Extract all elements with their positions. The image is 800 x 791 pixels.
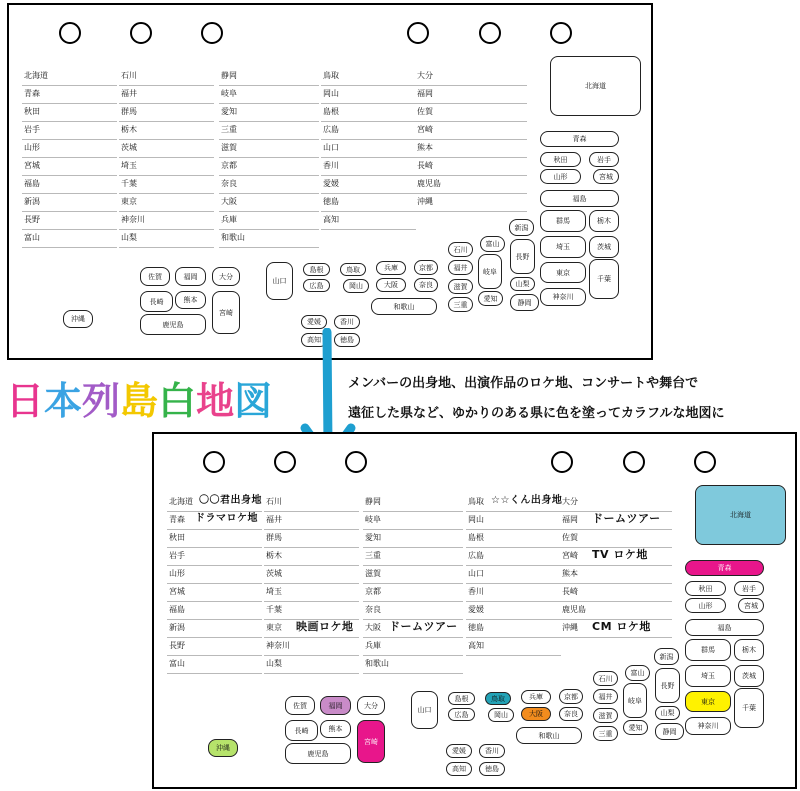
binder-hole [407, 22, 429, 44]
list-row: 愛知 [219, 103, 319, 122]
map-akita: 秋田 [540, 152, 581, 167]
list-row: 石川 [119, 67, 214, 86]
binder-hole [694, 451, 716, 473]
map-saitama: 埼玉 [685, 665, 731, 687]
note-osaka: ドームツアー [389, 620, 458, 633]
map-ibaraki: 茨城 [589, 236, 619, 258]
description-line-2: 遠征した県など、ゆかりのある県に色を塗ってカラフルな地図に [348, 406, 725, 421]
map-wakayama: 和歌山 [516, 727, 582, 744]
title-char: 列 [82, 379, 121, 423]
binder-hole [203, 451, 225, 473]
map-aichi: 愛知 [623, 720, 648, 735]
map-kagawa: 香川 [334, 315, 360, 329]
map-kanagawa: 神奈川 [540, 288, 586, 306]
list-row: 静岡 [219, 67, 319, 86]
list-row: 群馬 [264, 529, 359, 548]
list-row: 高知 [321, 211, 416, 230]
map-toyama: 富山 [480, 236, 505, 252]
map-niigata: 新潟 [509, 219, 534, 236]
map-ehime: 愛媛 [446, 744, 472, 758]
map-yamaguchi: 山口 [411, 691, 438, 729]
list-row: 大分 [415, 67, 527, 86]
list-row: 広島 [466, 547, 561, 566]
list-row: 和歌山 [363, 655, 463, 674]
note-miyazaki: TV ロケ地 [592, 548, 648, 561]
list-row: 岐阜 [219, 85, 319, 104]
map-nagasaki: 長崎 [285, 720, 318, 741]
map-iwate: 岩手 [734, 581, 764, 596]
list-row: 徳島 [466, 619, 561, 638]
map-shiga: 滋賀 [593, 708, 618, 723]
list-row: 東京 映画ロケ地 [264, 619, 359, 638]
list-row: 千葉 [119, 175, 214, 194]
list-row: 茨城 [264, 565, 359, 584]
list-row: 長野 [167, 637, 262, 656]
map-ibaraki: 茨城 [734, 665, 764, 687]
list-row: 宮城 [167, 583, 262, 602]
map-shimane: 島根 [303, 263, 330, 276]
list-row: 岐阜 [363, 511, 463, 530]
list-row: 鳥取 ☆☆くん出身地 [466, 493, 561, 512]
list-row: 京都 [363, 583, 463, 602]
title-char: 本 [44, 379, 83, 423]
map-chiba: 千葉 [734, 688, 764, 728]
list-row: 愛媛 [321, 175, 416, 194]
list-row: 山梨 [264, 655, 359, 674]
list-row: 熊本 [415, 139, 527, 158]
map-hokkaido: 北海道 [695, 485, 786, 545]
title-char: 日 [6, 379, 45, 423]
list-row: 秋田 [22, 103, 117, 122]
map-nagano: 長野 [510, 239, 535, 274]
map-ehime: 愛媛 [301, 315, 327, 329]
list-row: 神奈川 [264, 637, 359, 656]
list-row: 新潟 [167, 619, 262, 638]
map-kagoshima: 鹿児島 [285, 743, 351, 764]
map-hiroshima: 広島 [303, 279, 330, 292]
map-gunma: 群馬 [685, 639, 731, 661]
map-hokkaido: 北海道 [550, 56, 641, 116]
map-akita: 秋田 [685, 581, 726, 596]
map-oita: 大分 [357, 696, 385, 715]
list-row: 埼玉 [119, 157, 214, 176]
map-chiba: 千葉 [589, 259, 619, 299]
list-row: 山形 [167, 565, 262, 584]
list-row: 山形 [22, 139, 117, 158]
list-row: 佐賀 [415, 103, 527, 122]
note-hokkaido: 〇〇君出身地 [199, 495, 262, 506]
blank-map-panel [7, 3, 653, 360]
list-row: 沖縄 [415, 193, 527, 212]
binder-hole [345, 451, 367, 473]
map-fukuoka: 福岡 [320, 696, 351, 715]
filled-map-panel [152, 432, 797, 789]
map-toyama: 富山 [625, 665, 650, 681]
list-row: 埼玉 [264, 583, 359, 602]
map-kochi: 高知 [301, 333, 327, 347]
list-row: 石川 [264, 493, 359, 512]
map-saga: 佐賀 [285, 696, 315, 715]
list-row: 茨城 [119, 139, 214, 158]
map-okinawa: 沖縄 [208, 739, 238, 757]
list-row: 青森 ドラマロケ地 [167, 511, 262, 530]
map-tokyo: 東京 [685, 691, 731, 712]
note-okinawa: CM ロケ地 [592, 620, 651, 633]
list-row: 岡山 [321, 85, 416, 104]
list-row: 神奈川 [119, 211, 214, 230]
list-row: 熊本 [560, 565, 672, 584]
map-yamaguchi: 山口 [266, 262, 293, 300]
binder-hole [274, 451, 296, 473]
list-row: 鹿児島 [560, 601, 672, 620]
map-tokushima: 徳島 [334, 333, 360, 347]
list-row: 富山 [167, 655, 262, 674]
list-row: 北海道 〇〇君出身地 [167, 493, 262, 512]
map-kyoto: 京都 [414, 260, 438, 275]
map-hyogo: 兵庫 [521, 690, 551, 704]
map-tottori: 鳥取 [340, 263, 366, 276]
map-kumamoto: 熊本 [175, 291, 206, 309]
list-row: 鳥取 [321, 67, 416, 86]
list-row: 滋賀 [219, 139, 319, 158]
list-row: 東京 [119, 193, 214, 212]
map-kagawa: 香川 [479, 744, 505, 758]
map-yamagata: 山形 [540, 169, 581, 184]
list-row: 岡山 [466, 511, 561, 530]
map-fukui: 福井 [593, 689, 618, 704]
map-aomori: 青森 [540, 131, 619, 147]
list-row: 島根 [466, 529, 561, 548]
binder-hole [551, 451, 573, 473]
list-row: 北海道 [22, 67, 117, 86]
list-row: 福島 [167, 601, 262, 620]
list-row: 福岡 ドームツアー [560, 511, 672, 530]
title-char: 図 [234, 379, 273, 423]
page-title [6, 370, 272, 425]
map-tokushima: 徳島 [479, 762, 505, 776]
map-nagano: 長野 [655, 668, 680, 703]
list-row: 三重 [219, 121, 319, 140]
list-row: 宮城 [22, 157, 117, 176]
list-row: 長野 [22, 211, 117, 230]
list-row: 富山 [22, 229, 117, 248]
map-niigata: 新潟 [654, 648, 679, 665]
map-aichi: 愛知 [478, 291, 503, 306]
list-row: 大阪 [219, 193, 319, 212]
map-oita: 大分 [212, 267, 240, 286]
list-row: 長崎 [415, 157, 527, 176]
map-shizuoka: 静岡 [655, 723, 684, 740]
map-shizuoka: 静岡 [510, 294, 539, 311]
list-row: 徳島 [321, 193, 416, 212]
binder-hole [201, 22, 223, 44]
list-row: 福井 [119, 85, 214, 104]
title-char: 白 [158, 379, 197, 423]
title-char: 島 [120, 379, 159, 423]
binder-hole [59, 22, 81, 44]
list-row: 宮崎 [415, 121, 527, 140]
title-char: 地 [196, 379, 235, 423]
map-aomori: 青森 [685, 560, 764, 576]
list-row: 青森 [22, 85, 117, 104]
map-wakayama: 和歌山 [371, 298, 437, 315]
map-tokyo: 東京 [540, 262, 586, 283]
list-row: 沖縄 CM ロケ地 [560, 619, 672, 638]
map-ishikawa: 石川 [593, 671, 618, 686]
binder-hole [623, 451, 645, 473]
list-row: 三重 [363, 547, 463, 566]
binder-hole [130, 22, 152, 44]
list-row: 岩手 [22, 121, 117, 140]
map-fukuoka: 福岡 [175, 267, 206, 286]
note-aomori: ドラマロケ地 [195, 513, 258, 524]
binder-hole [479, 22, 501, 44]
list-row: 栃木 [264, 547, 359, 566]
map-kyoto: 京都 [559, 689, 583, 704]
list-row: 佐賀 [560, 529, 672, 548]
list-row: 山梨 [119, 229, 214, 248]
map-gunma: 群馬 [540, 210, 586, 232]
map-mie: 三重 [448, 297, 473, 312]
list-row: 鹿児島 [415, 175, 527, 194]
map-fukushima: 福島 [685, 619, 764, 636]
map-okayama: 岡山 [488, 708, 514, 722]
map-kanagawa: 神奈川 [685, 717, 731, 735]
map-tottori: 鳥取 [485, 692, 511, 705]
list-row: 京都 [219, 157, 319, 176]
map-ishikawa: 石川 [448, 242, 473, 257]
map-saitama: 埼玉 [540, 236, 586, 258]
map-osaka: 大阪 [521, 707, 551, 721]
map-saga: 佐賀 [140, 267, 170, 286]
map-kumamoto: 熊本 [320, 720, 351, 738]
map-hyogo: 兵庫 [376, 261, 406, 275]
binder-hole [550, 22, 572, 44]
map-mie: 三重 [593, 726, 618, 741]
list-row: 高知 [466, 637, 561, 656]
list-row: 大阪 ドームツアー [363, 619, 463, 638]
list-row: 新潟 [22, 193, 117, 212]
list-row: 大分 [560, 493, 672, 512]
list-row: 福井 [264, 511, 359, 530]
list-row: 香川 [321, 157, 416, 176]
note-tottori: ☆☆くん出身地 [491, 495, 563, 506]
map-miyazaki: 宮崎 [212, 291, 240, 334]
list-row: 兵庫 [363, 637, 463, 656]
list-row: 群馬 [119, 103, 214, 122]
list-row: 愛知 [363, 529, 463, 548]
list-row: 香川 [466, 583, 561, 602]
map-hiroshima: 広島 [448, 708, 475, 721]
map-fukui: 福井 [448, 260, 473, 275]
map-yamanashi: 山梨 [655, 706, 680, 720]
list-row: 千葉 [264, 601, 359, 620]
note-tokyo: 映画ロケ地 [296, 620, 354, 633]
list-row: 福岡 [415, 85, 527, 104]
map-tochigi: 栃木 [589, 210, 619, 232]
map-okinawa: 沖縄 [63, 310, 93, 328]
map-nagasaki: 長崎 [140, 291, 173, 312]
map-iwate: 岩手 [589, 152, 619, 167]
list-row: 宮崎 TV ロケ地 [560, 547, 672, 566]
list-row: 奈良 [363, 601, 463, 620]
list-row: 島根 [321, 103, 416, 122]
list-row: 愛媛 [466, 601, 561, 620]
list-row: 奈良 [219, 175, 319, 194]
map-kagoshima: 鹿児島 [140, 314, 206, 335]
map-osaka: 大阪 [376, 278, 406, 292]
map-yamagata: 山形 [685, 598, 726, 613]
map-gifu: 岐阜 [478, 254, 502, 289]
map-kochi: 高知 [446, 762, 472, 776]
list-row: 山口 [466, 565, 561, 584]
list-row: 長崎 [560, 583, 672, 602]
map-shiga: 滋賀 [448, 279, 473, 294]
map-okayama: 岡山 [343, 279, 369, 293]
list-row: 岩手 [167, 547, 262, 566]
list-row: 山口 [321, 139, 416, 158]
map-nara: 奈良 [559, 707, 583, 721]
list-row: 滋賀 [363, 565, 463, 584]
list-row: 静岡 [363, 493, 463, 512]
map-miyagi: 宮城 [593, 169, 619, 184]
map-miyazaki: 宮崎 [357, 720, 385, 763]
note-fukuoka: ドームツアー [592, 512, 661, 525]
map-fukushima: 福島 [540, 190, 619, 207]
map-gifu: 岐阜 [623, 683, 647, 718]
map-yamanashi: 山梨 [510, 277, 535, 291]
map-nara: 奈良 [414, 278, 438, 292]
list-row: 秋田 [167, 529, 262, 548]
list-row: 広島 [321, 121, 416, 140]
map-tochigi: 栃木 [734, 639, 764, 661]
list-row: 福島 [22, 175, 117, 194]
list-row: 兵庫 [219, 211, 319, 230]
list-row: 和歌山 [219, 229, 319, 248]
list-row: 栃木 [119, 121, 214, 140]
description-line-1: メンバーの出身地、出演作品のロケ地、コンサートや舞台で [348, 376, 699, 391]
map-miyagi: 宮城 [738, 598, 764, 613]
map-shimane: 島根 [448, 692, 475, 705]
